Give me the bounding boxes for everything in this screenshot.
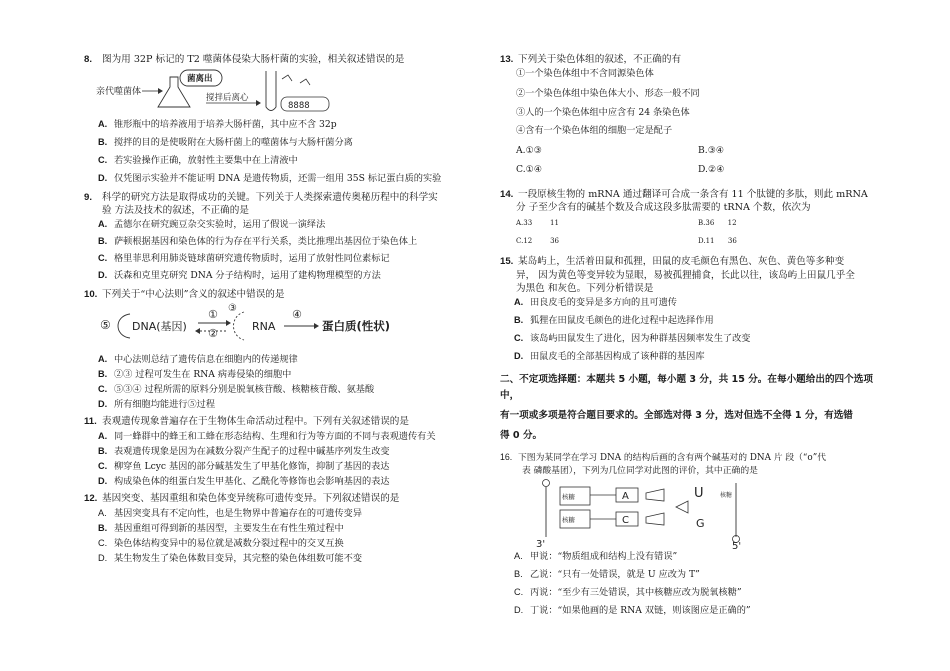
option-c[interactable]: C. 该岛屿田鼠发生了进化，因为种群基因频率发生了改变 bbox=[514, 332, 751, 344]
phage-experiment-figure bbox=[96, 67, 479, 117]
question-stem-cont: 为黑色 和灰色。下列分析错误是 bbox=[516, 282, 654, 294]
central-dogma-diagram bbox=[94, 302, 394, 348]
base-c-label: C bbox=[622, 514, 629, 526]
question-number: 16. bbox=[500, 451, 513, 462]
statement-4: ④含有一个染色体组的细胞一定是配子 bbox=[516, 125, 673, 136]
three-prime-label: 3' bbox=[536, 538, 546, 549]
question-stem: 下列关于染色体组的叙述，不正确的有 bbox=[518, 54, 682, 65]
option-d[interactable]: D. 田鼠皮毛的全部基因构成了该种群的基因库 bbox=[514, 350, 705, 362]
option-c[interactable]: C. 丙说：“至少有三处错误，其中核糖应改为脱氧核糖” bbox=[514, 586, 742, 598]
left-column bbox=[84, 52, 479, 566]
statement-1: ①一个染色体组中不含同源染色体 bbox=[516, 68, 654, 79]
step-4-label: ④ bbox=[292, 308, 302, 321]
question-10 bbox=[84, 287, 479, 412]
option-d[interactable]: D. 仅凭图示实验并不能证明 DNA 是遗传物质，还需一组用 35S 标记蛋白质的实验 bbox=[98, 173, 442, 184]
base-u-label: U bbox=[694, 485, 704, 501]
question-number: 13. bbox=[500, 54, 514, 65]
hydrogen-bond-shape bbox=[646, 513, 664, 525]
arrow-head bbox=[158, 88, 163, 94]
question-stem: 图为用 32P 标记的 T2 噬菌体侵染大肠杆菌的实验，相关叙述错误的是 bbox=[102, 54, 405, 65]
option-a[interactable]: A. 锥形瓶中的培养液用于培养大肠杆菌，其中应不含 32p bbox=[98, 119, 337, 130]
dna-fragment-figure bbox=[536, 477, 880, 549]
option-a[interactable]: A. 孟德尔在研究豌豆杂交实验时，运用了假说一演绎法 bbox=[98, 219, 326, 230]
statement-3: ③人的一个染色体组中应含有 24 条染色体 bbox=[516, 106, 690, 118]
option-b[interactable]: B. 狐狸在田鼠皮毛颜色的进化过程中起选择作用 bbox=[514, 314, 714, 326]
option-c[interactable]: C. 柳穿鱼 Lcyc 基因的部分碱基发生了甲基化修饰，抑制了基因的表达 bbox=[98, 461, 390, 472]
question-number: 11. bbox=[84, 416, 97, 427]
option-a[interactable]: A. 基因突变具有不定向性，也是生物界中普遍存在的可遗传变异 bbox=[98, 508, 363, 519]
option-b[interactable]: B.③④ bbox=[698, 144, 725, 156]
question-stem-cont: 分 子至少含有的碱基个数及合成这段多肽需要的 tRNA 个数，依次为 bbox=[516, 201, 811, 213]
option-d[interactable]: D. 丁说：“如果他画的是 RNA 双链，则该图应是正确的” bbox=[514, 604, 751, 616]
arrow-head bbox=[314, 323, 319, 329]
question-stem: 下列关于“中心法则”含义的叙述中错误的是 bbox=[102, 289, 285, 300]
phosphate-icon bbox=[543, 479, 550, 486]
hydrogen-bond-shape bbox=[646, 489, 664, 501]
question-stem: 一段原核生物的 mRNA 通过翻译可合成一条含有 11 个肽键的多肽，则此 mRNA bbox=[518, 188, 868, 200]
question-number: 9. bbox=[84, 192, 93, 203]
question-stem: 某岛屿上，生活着田鼠和孤狸，田鼠的皮毛颜色有黑色、灰色、黄色等多种变 bbox=[518, 255, 845, 267]
question-number: 15. bbox=[500, 255, 514, 267]
option-a[interactable]: A.33 11 bbox=[516, 218, 559, 227]
question-number: 12. bbox=[84, 493, 98, 504]
base-g-label: G bbox=[696, 516, 705, 530]
step-3-label: ③ bbox=[228, 303, 237, 314]
question-number: 10. bbox=[84, 289, 98, 300]
option-a[interactable]: A. 中心法则总结了遗传信息在细胞内的传递规律 bbox=[98, 354, 298, 365]
dna-fragment-diagram bbox=[536, 477, 766, 549]
ribose-label: 核糖 bbox=[562, 515, 575, 524]
step-1-label: ① bbox=[208, 308, 218, 321]
option-c[interactable]: C.12 36 bbox=[516, 236, 559, 245]
option-a[interactable]: A. 同一蜂群中的蜂王和工蜂在形态结构、生理和行为等方面的不同与表观遗传有关 bbox=[98, 431, 436, 442]
option-d[interactable]: D. 所有细胞均能进行⑤过程 bbox=[98, 399, 216, 410]
question-number: 14. bbox=[500, 188, 514, 200]
right-column bbox=[500, 52, 880, 618]
statement-2: ②一个染色体组中染色体大小、形态一般不同 bbox=[516, 88, 700, 99]
option-c[interactable]: C. 若实验操作正确，放射性主要集中在上清液中 bbox=[98, 155, 298, 166]
phage-experiment-diagram bbox=[96, 67, 356, 117]
question-15 bbox=[500, 254, 880, 364]
question-stem: 基因突变、基因重组和染色体变异统称可遗传变异。下列叙述错误的是 bbox=[102, 493, 400, 504]
option-d[interactable]: D.11 36 bbox=[698, 236, 737, 245]
step-5-label: ⑤ bbox=[100, 318, 111, 332]
base-a-label: A bbox=[622, 490, 629, 502]
option-d[interactable]: D. 构成染色体的组蛋白发生甲基化、乙酰化等修饰也会影响基因的表达 bbox=[98, 476, 390, 487]
bond-shape bbox=[676, 501, 688, 513]
question-stem: 下图为某同学在学习 DNA 的结构后画的含有两个碱基对的 DNA 片 段（“o”代 bbox=[518, 452, 826, 463]
arrow-head bbox=[256, 100, 261, 106]
question-8 bbox=[84, 52, 479, 186]
rna-replication-arc bbox=[234, 312, 245, 340]
option-a[interactable]: A. 田良皮毛的变异是多方向的且可遗传 bbox=[514, 296, 677, 308]
five-prime-label: 5' bbox=[732, 540, 742, 549]
option-b[interactable]: B. 乙说：“只有一处错误，就是 U 应改为 T” bbox=[514, 568, 700, 580]
option-d[interactable]: D. 沃森和克里克研究 DNA 分子结构时，运用了建构物理模型的方法 bbox=[98, 270, 381, 281]
question-11 bbox=[84, 414, 479, 489]
options-grid bbox=[500, 216, 880, 248]
test-tube-icon bbox=[266, 71, 276, 111]
arrow-head bbox=[226, 320, 231, 326]
option-c[interactable]: C. 格里菲思利用肺炎链球菌研究遗传物质时，运用了放射性同位素标记 bbox=[98, 253, 390, 264]
option-d[interactable]: D.②④ bbox=[698, 163, 725, 175]
option-b[interactable]: B. 表观遗传现象是因为在减数分裂产生配子的过程中碱基序列发生改变 bbox=[98, 446, 390, 457]
option-b[interactable]: B. 搅拌的目的是使吸附在大肠杆菌上的噬菌体与大肠杆菌分离 bbox=[98, 137, 353, 148]
ribose-label: 核糖 bbox=[720, 491, 733, 499]
question-stem-cont: 验 方法及技术的叙述，不正确的是 bbox=[102, 205, 249, 216]
replication-arc bbox=[118, 314, 130, 338]
option-b[interactable]: B. 基因重组可得到新的基因型，主要发生在有性生殖过程中 bbox=[98, 523, 344, 534]
question-stem-cont: 表 磷酸基团），下列为几位同学对此图的评价，其中正确的是 bbox=[522, 465, 758, 476]
question-stem: 科学的研究方法是取得成功的关键。下列关于人类探索遗传奥秘历程中的科学实 bbox=[102, 192, 438, 203]
protein-trait-label: 蛋白质(性状) bbox=[322, 319, 391, 333]
option-b[interactable]: B.36 12 bbox=[698, 218, 737, 227]
options-grid bbox=[500, 143, 880, 177]
question-12 bbox=[84, 491, 479, 566]
arrow-head bbox=[195, 328, 200, 334]
callout-label: 菌离出 bbox=[187, 74, 213, 84]
option-b[interactable]: B. ②③ 过程可发生在 RNA 病毒侵染的细胞中 bbox=[98, 369, 292, 380]
stir-centrifuge-label: 搅拌后离心 bbox=[206, 93, 249, 103]
dna-gene-label: DNA(基因) bbox=[132, 320, 187, 333]
phage-icon bbox=[300, 79, 310, 85]
ribose-label: 核糖 bbox=[562, 492, 575, 501]
question-stem-cont: 异， 因为黄色等变异较为显眼，易被孤狸捕食，长此以往，该岛屿上田鼠几乎全 bbox=[516, 269, 855, 281]
phage-icon bbox=[282, 75, 292, 81]
option-a[interactable]: A.①③ bbox=[516, 144, 543, 156]
option-a[interactable]: A. 甲说：“物质组成和结构上没有错误” bbox=[514, 550, 678, 562]
central-dogma-figure bbox=[94, 302, 479, 348]
option-d[interactable]: D. 某生物发生了染色体数目变异，其完整的染色体组数可能不变 bbox=[98, 553, 363, 564]
question-13 bbox=[500, 52, 880, 177]
question-9 bbox=[84, 190, 479, 283]
question-16 bbox=[500, 450, 880, 618]
section-heading: 二、不定项选择题：本题共 5 小题，每小题 3 分，共 15 分。在每小题给出的四个选项 中， 有一项或多项是符合题目要求的。全部选对得 3 分，选对但选不全得 1 分，有选错 得 0 分。 bbox=[500, 373, 873, 441]
option-c[interactable]: C. ⑤③④ 过程所需的原料分别是脱氧核苷酸、核糖核苷酸、氨基酸 bbox=[98, 384, 375, 395]
question-stem: 表观遗传现象普遍存在于生物体生命活动过程中。下列有关叙述错误的是 bbox=[102, 416, 409, 427]
option-c[interactable]: C.①④ bbox=[516, 163, 543, 175]
option-b[interactable]: B. 萨顿根据基因和染色体的行为存在平行关系，类比推理出基因位于染色体上 bbox=[98, 236, 418, 247]
tube-content-label: 8888 bbox=[288, 101, 310, 111]
question-number: 8. bbox=[84, 54, 93, 65]
rna-label: RNA bbox=[252, 320, 276, 333]
parent-phage-label: 亲代噬菌体 bbox=[96, 87, 142, 97]
option-c[interactable]: C. 染色体结构变异中的易位就是减数分裂过程中的交叉互换 bbox=[98, 538, 344, 549]
question-14 bbox=[500, 187, 880, 248]
step-2-label: ② bbox=[208, 327, 218, 340]
